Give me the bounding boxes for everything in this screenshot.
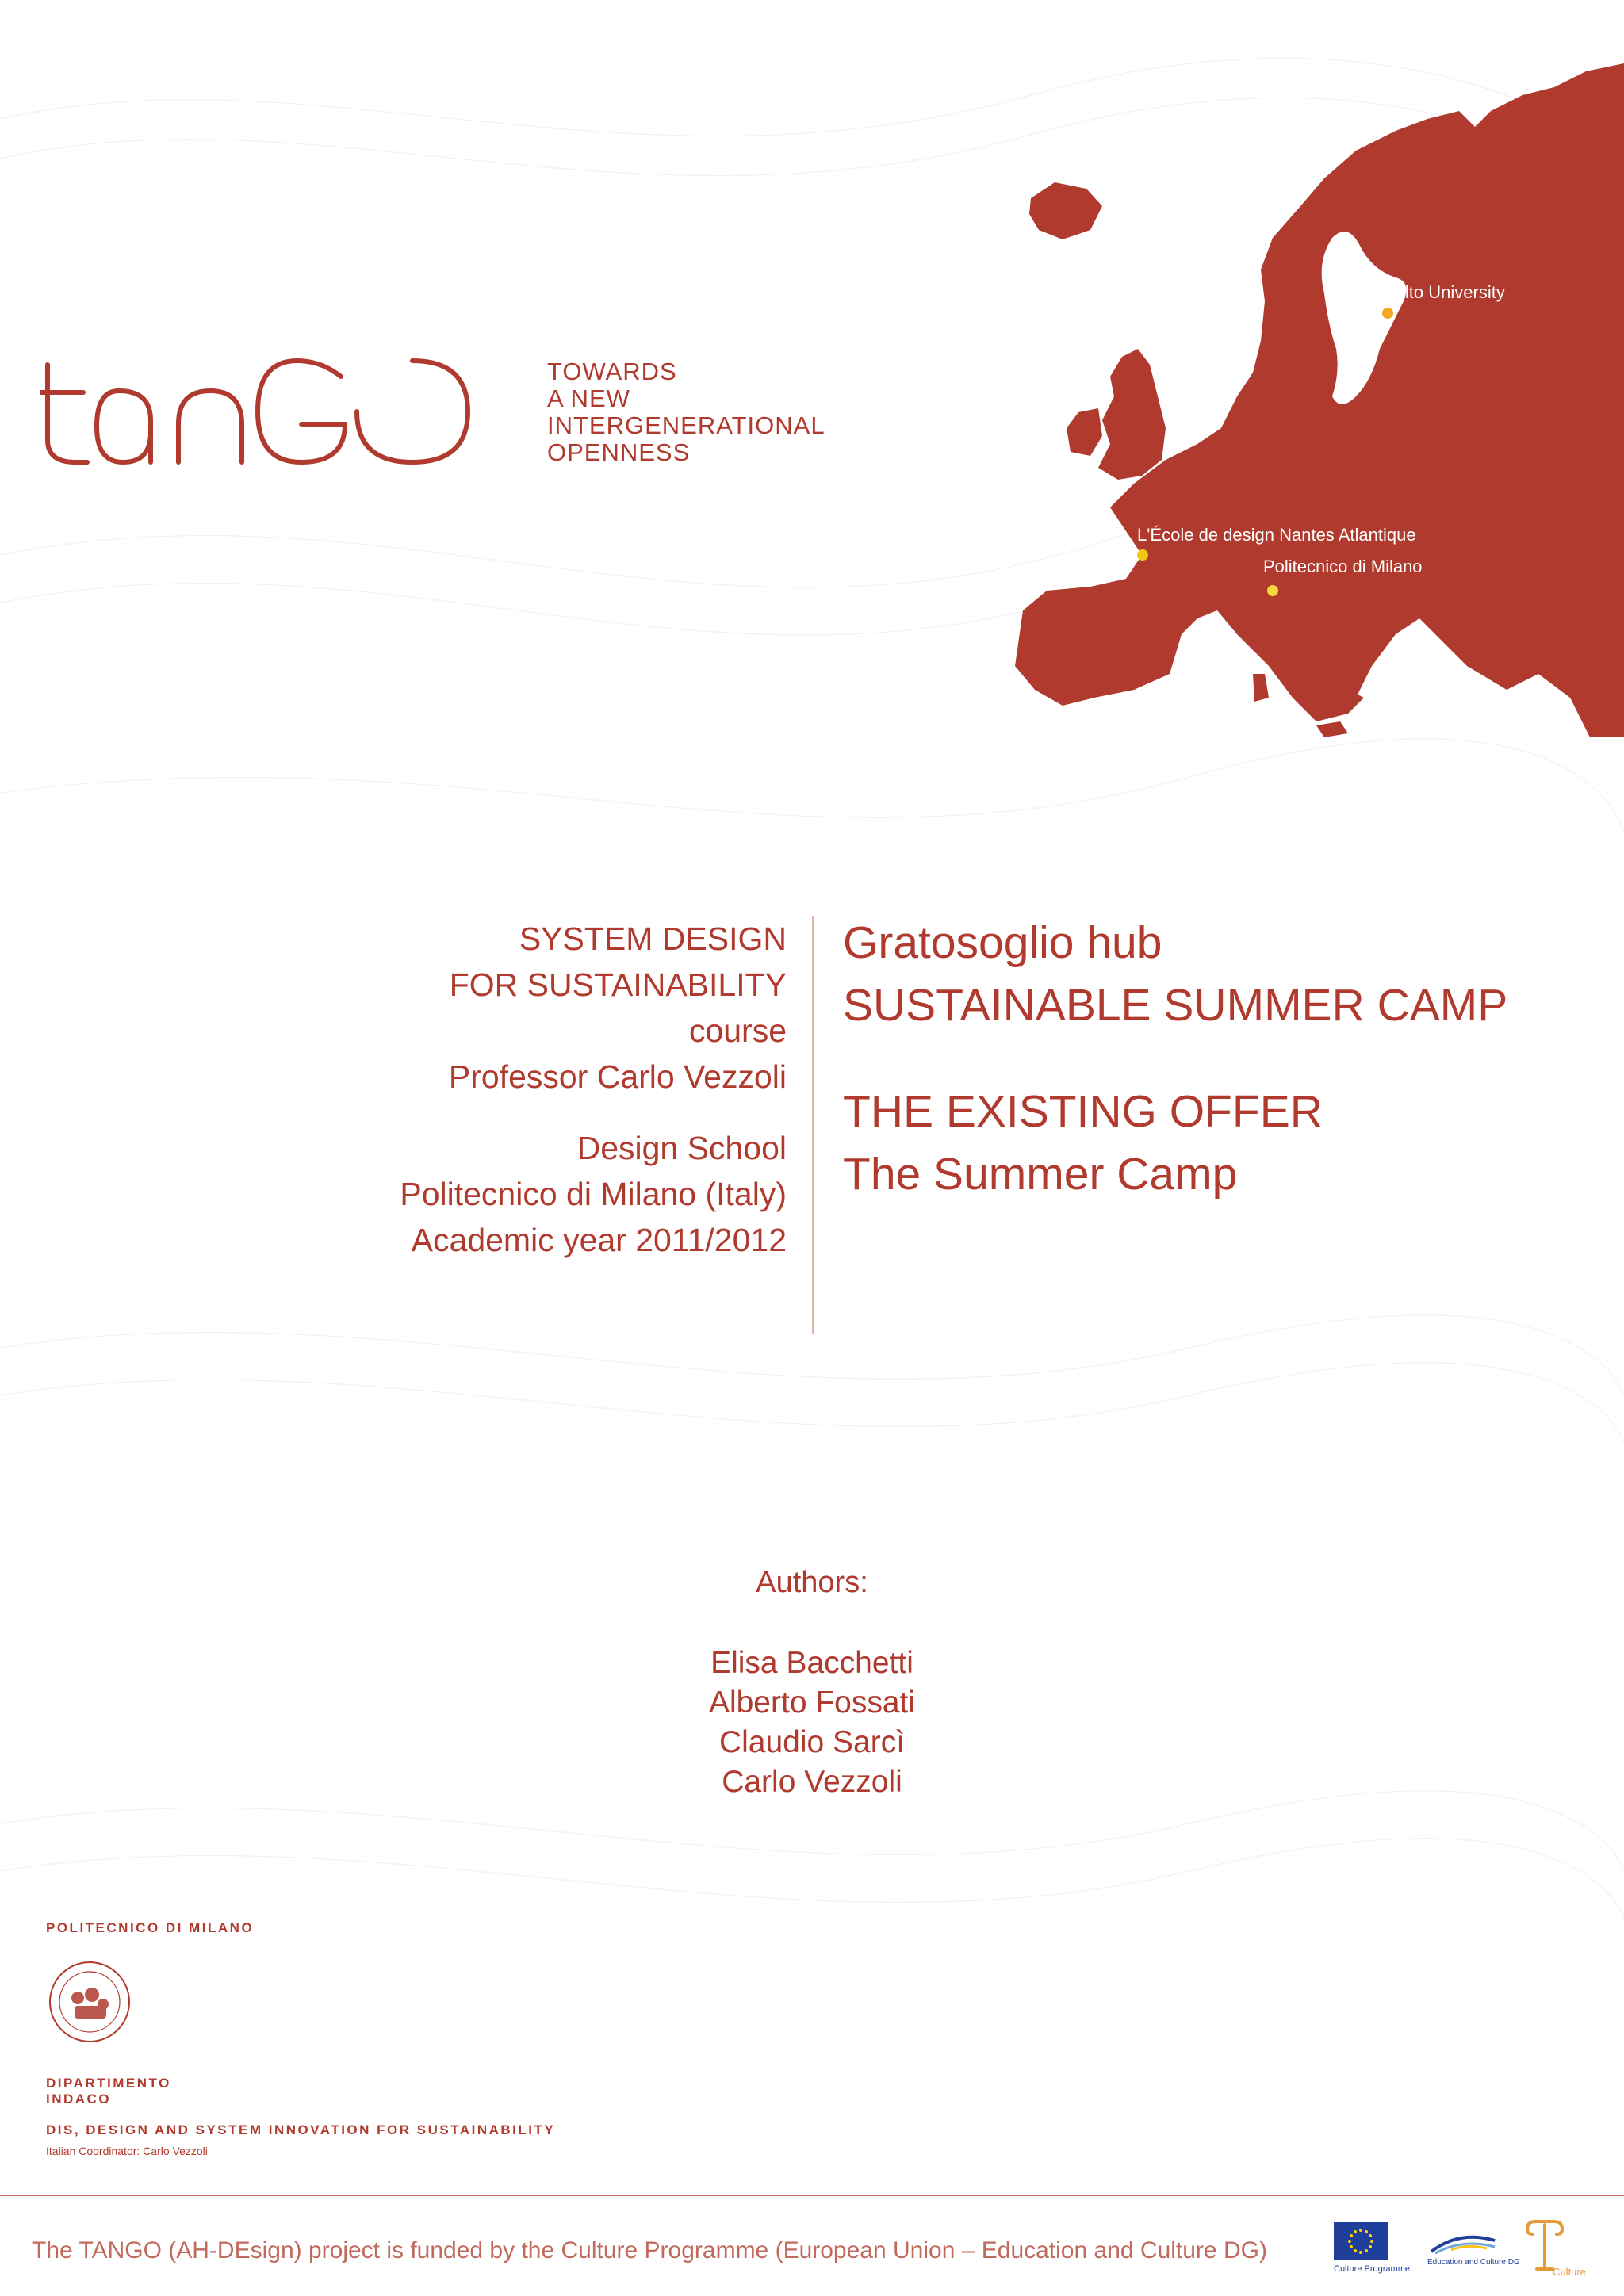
school-line: Politecnico di Milano (Italy) [400, 1176, 787, 1212]
tagline-line: TOWARDS [547, 358, 677, 385]
eu-flag-icon [1334, 2222, 1388, 2260]
sicily-shape [1316, 721, 1348, 737]
city-dot-nantes [1137, 549, 1148, 561]
logo-tagline [547, 358, 825, 466]
author-name: Carlo Vezzoli [722, 1765, 902, 1799]
project-title [843, 912, 1507, 1206]
city-dot-aalto [1382, 308, 1393, 319]
spacer [232, 1100, 787, 1125]
course-line: Professor Carlo Vezzoli [448, 1058, 787, 1095]
education-culture-logo-icon [1427, 2226, 1499, 2258]
culture-caption: Culture [1553, 2266, 1586, 2278]
city-label-aalto: Aalto University [1384, 282, 1505, 302]
mainland-shape [1015, 63, 1624, 737]
institution-name: POLITECNICO DI MILANO [46, 1920, 255, 1935]
course-info [232, 916, 787, 1263]
subject-line: THE EXISTING OFFER [843, 1086, 1323, 1137]
tagline-line: OPENNESS [547, 438, 691, 466]
britain-shape [1098, 349, 1166, 480]
tango-logo [40, 353, 531, 472]
eu-caption: Culture Programme [1334, 2264, 1410, 2274]
iceland-shape [1029, 182, 1102, 239]
author-name: Claudio Sarcì [718, 1725, 906, 1759]
tagline-line: A NEW [547, 385, 630, 412]
department [46, 2076, 171, 2107]
footer-divider [0, 2195, 1624, 2196]
dept-line: INDACO [46, 2091, 112, 2107]
author-name: Alberto Fossati [708, 1686, 916, 1720]
title-line: Gratosoglio hub [843, 917, 1162, 968]
europe-map [999, 63, 1624, 737]
city-dot-milano [1267, 585, 1278, 596]
author-name: Elisa Bacchetti [710, 1646, 914, 1680]
spacer [843, 1037, 1507, 1081]
unit-name: DIS, DESIGN AND SYSTEM INNOVATION FOR SUSTAINABILITY [46, 2122, 556, 2137]
polimi-seal-icon [46, 1958, 133, 2045]
city-label-milano: Politecnico di Milano [1263, 557, 1423, 576]
school-line: Design School [576, 1130, 787, 1166]
vertical-divider [812, 916, 814, 1334]
dept-line: DIPARTIMENTO [46, 2076, 171, 2091]
school-line: Academic year 2011/2012 [411, 1222, 787, 1258]
funding-text: The TANGO (AH-DEsign) project is funded by the Culture Programme (European Union – Education and Culture DG) [32, 2237, 1267, 2263]
sardinia-shape [1253, 674, 1269, 702]
course-line: FOR SUSTAINABILITY [449, 966, 787, 1003]
course-line: course [688, 1012, 787, 1049]
coordinator-text: Italian Coordinator: Carlo Vezzoli [46, 2145, 208, 2157]
ireland-shape [1067, 408, 1102, 456]
authors-list [0, 1644, 1624, 1802]
subject-line: The Summer Camp [843, 1149, 1238, 1200]
edu-caption: Education and Culture DG [1427, 2258, 1520, 2267]
authors-heading: Authors: [756, 1566, 868, 1599]
title-line: SUSTAINABLE SUMMER CAMP [843, 980, 1508, 1031]
tagline-line: INTERGENERATIONAL [547, 411, 825, 439]
course-line: SYSTEM DESIGN [519, 920, 787, 957]
city-label-nantes: L'École de design Nantes Atlantique [1137, 525, 1416, 545]
